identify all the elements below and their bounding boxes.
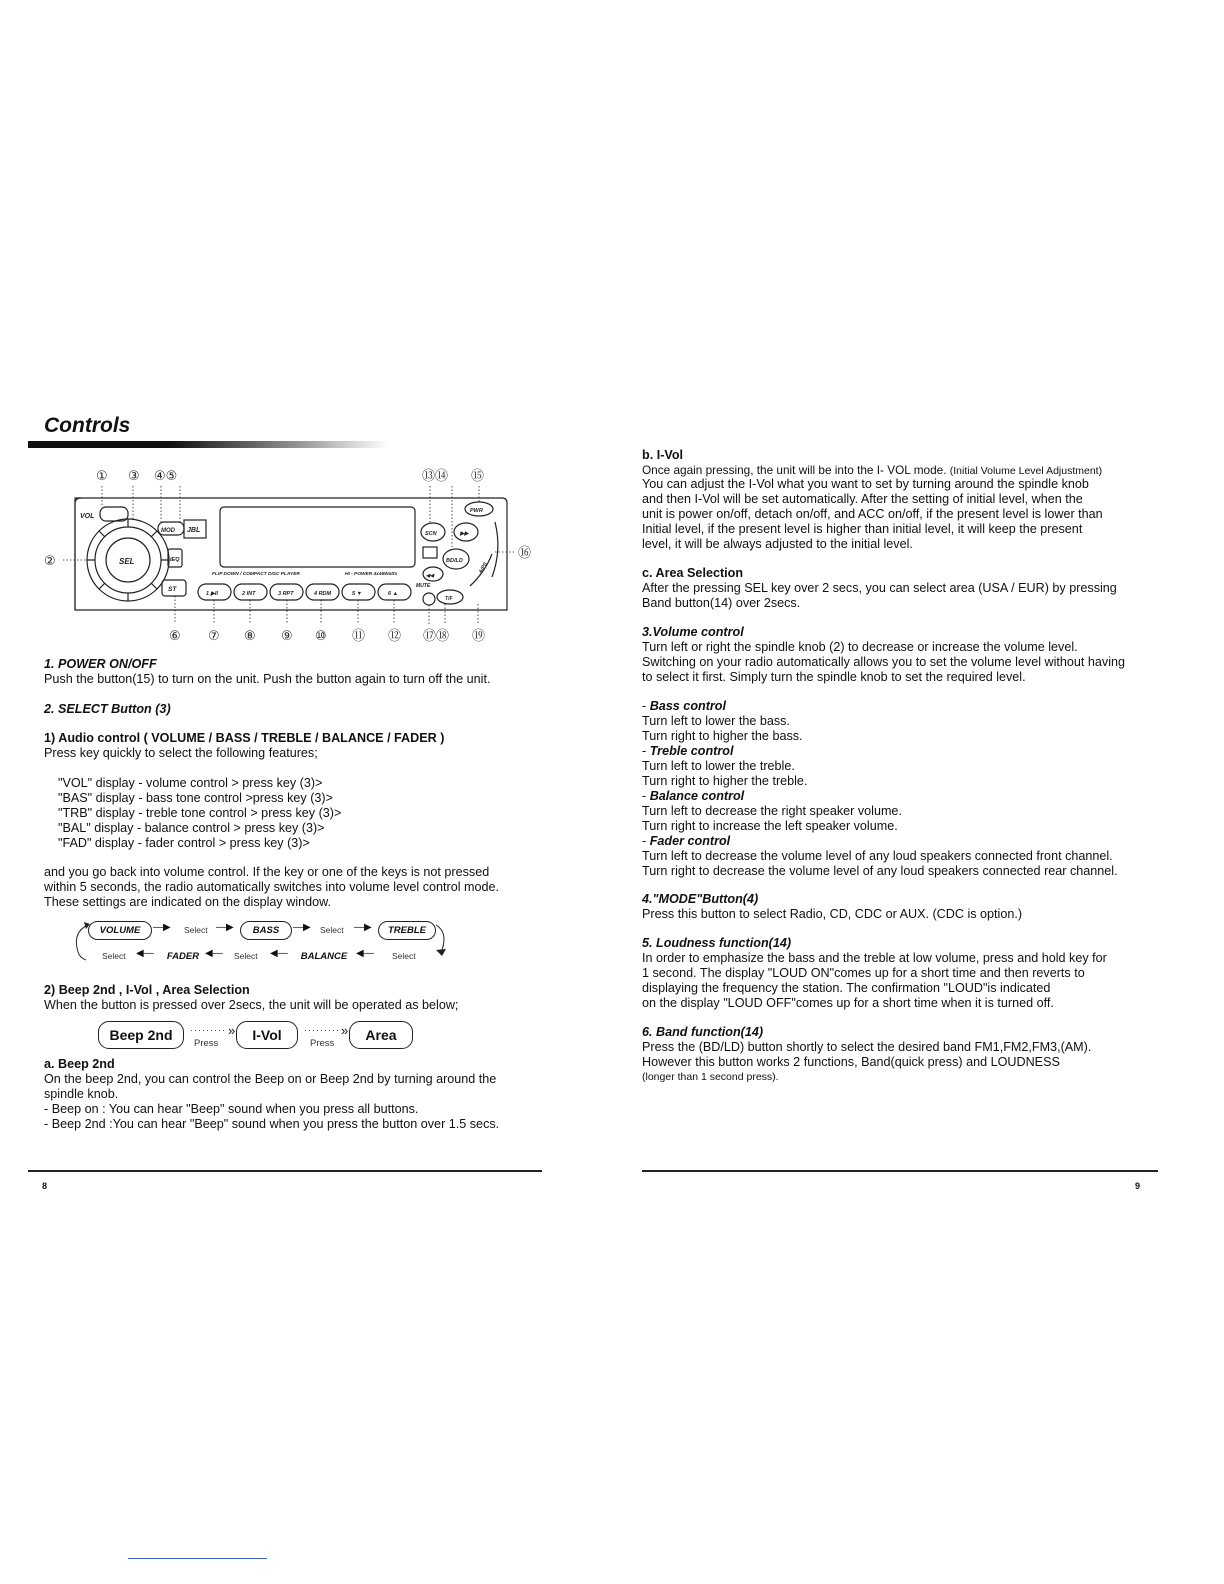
list-item: "FAD" display - fader control > press key (3)> <box>58 836 310 850</box>
diagram-label-power: HI - POWER 4x45Watts <box>345 572 398 577</box>
diagram-preset-button-label: 1 ▶II <box>206 591 218 597</box>
power-heading: 1. POWER ON/OFF <box>44 657 157 671</box>
diagram-label-vol: VOL <box>80 513 95 520</box>
page-number-left: 8 <box>42 1181 48 1191</box>
paragraph-line: 1 second. The display "LOUD ON"comes up for a short time and then reverts to <box>642 966 1085 980</box>
paragraph-line: Turn right to higher the treble. <box>642 774 808 788</box>
paragraph-line: - Beep on : You can hear "Beep" sound when you press all buttons. <box>44 1102 419 1116</box>
left-footer-rule <box>28 1170 542 1172</box>
paragraph-line: and then I-Vol will be set automatically. After the setting of initial level, when the <box>642 492 1083 506</box>
arrow-right-icon: —▶ <box>293 922 311 933</box>
fader-heading <box>642 834 1118 849</box>
paragraph-line: Turn left to lower the bass. <box>642 714 790 728</box>
audio-select-flow <box>60 916 460 972</box>
diagram-label-mute: MUTE <box>416 583 431 589</box>
diagram-callout: ⑲ <box>472 629 486 644</box>
treble-heading-text: Treble control <box>649 744 734 758</box>
paragraph-line: Initial level, if the present level is higher than initial level, it will keep the present <box>642 522 1083 536</box>
area-selection-heading: c. Area Selection <box>642 566 744 580</box>
list-item: "BAL" display - balance control > press key (3)> <box>58 821 325 835</box>
flow-press-label: Press <box>310 1038 335 1049</box>
diagram-label-ieq: IEQ <box>170 557 180 563</box>
loudness-text <box>642 951 1107 1011</box>
ivol-heading: b. I-Vol <box>642 448 684 462</box>
diagram-label-ff: ▶▶ <box>460 531 469 537</box>
fader-heading-text: Fader control <box>649 834 731 848</box>
band-heading: 6. Band function(14) <box>642 1025 764 1039</box>
paragraph-line: These settings are indicated on the display window. <box>44 895 332 909</box>
loudness-heading: 5. Loudness function(14) <box>642 936 792 950</box>
flow-dots: ········· <box>304 1025 340 1035</box>
beep-2nd-heading: a. Beep 2nd <box>44 1057 115 1071</box>
arrow-right-icon: —▶ <box>354 922 372 933</box>
car-stereo-drawing <box>40 462 540 646</box>
audio-control-after <box>44 865 499 910</box>
tone-controls <box>642 699 1118 879</box>
diagram-preset-button-label: 5 ▼ <box>352 591 363 597</box>
flow-select-label: Select <box>320 925 344 935</box>
paragraph-line: However this button works 2 functions, Band(quick press) and LOUDNESS <box>642 1055 1060 1069</box>
paragraph-line: level, it will be always adjusted to the initial level. <box>642 537 913 551</box>
diagram-label-rw: ◀◀ <box>426 573 434 579</box>
diagram-callout: ⑨ <box>281 629 293 644</box>
flow-select-label: Select <box>184 925 208 935</box>
paragraph-line: After the pressing SEL key over 2 secs, you can select area (USA / EUR) by pressing <box>642 581 1117 595</box>
paragraph-line: Switching on your radio automatically allows you to set the volume level without having <box>642 655 1126 669</box>
dash: - <box>642 744 650 758</box>
power-text: Push the button(15) to turn on the unit. Push the button again to turn off the unit. <box>44 672 491 686</box>
diagram-callout: ⑰⑱ <box>423 629 450 644</box>
paragraph-line: Turn left or right the spindle knob (2) to decrease or increase the volume level. <box>642 640 1078 654</box>
list-item: "TRB" display - treble tone control > press key (3)> <box>58 806 342 820</box>
bass-heading <box>642 699 1118 714</box>
arrow-right-icon: » <box>228 1023 236 1038</box>
diagram-preset-button-label: 4 RDM <box>314 591 332 597</box>
diagram-label-pwr: PWR <box>470 508 483 514</box>
dash: - <box>642 789 650 803</box>
ivol-line1-small: (Initial Volume Level Adjustment) <box>949 465 1103 477</box>
dash: - <box>642 834 650 848</box>
treble-heading <box>642 744 1118 759</box>
ivol-text <box>642 477 1103 552</box>
diagram-callout: ④⑤ <box>154 469 178 484</box>
page-title: Controls <box>44 414 131 437</box>
diagram-label-sel: SEL <box>119 557 135 566</box>
paragraph-line: Band button(14) over 2secs. <box>642 596 801 610</box>
volume-control-text <box>642 640 1125 685</box>
flow-volume: VOLUME <box>88 921 152 940</box>
diagram-label-tf: T/F <box>445 596 453 602</box>
arrow-left-icon: ◀— <box>270 948 288 959</box>
volume-control-heading: 3.Volume control <box>642 625 744 639</box>
flow-fader: FADER <box>166 951 200 962</box>
right-footer-rule <box>642 1170 1158 1172</box>
diagram-callout: ⑧ <box>244 629 256 644</box>
audio-feature-list <box>58 776 341 851</box>
paragraph-line-small: (longer than 1 second press). <box>642 1071 779 1083</box>
dash: - <box>642 699 650 713</box>
paragraph-line: Turn left to decrease the volume level of any loud speakers connected front channel. <box>642 849 1113 863</box>
audio-control-heading: 1) Audio control ( VOLUME / BASS / TREBLE / BALANCE / FADER ) <box>44 731 445 745</box>
flow-treble: TREBLE <box>378 921 436 940</box>
paragraph-line: On the beep 2nd, you can control the Beep on or Beep 2nd by turning around the <box>44 1072 497 1086</box>
paragraph-line: and you go back into volume control. If the key or one of the keys is not pressed <box>44 865 490 879</box>
diagram-callout: ① <box>96 469 108 484</box>
balance-heading-text: Balance control <box>649 789 745 803</box>
flow-area: Area <box>349 1021 413 1049</box>
paragraph-line: displaying the frequency the station. The confirmation "LOUD"is indicated <box>642 981 1051 995</box>
select-heading: 2. SELECT Button (3) <box>44 702 171 716</box>
diagram-callout: ⑥ <box>169 629 181 644</box>
flow-balance: BALANCE <box>300 951 348 962</box>
diagram-callout: ⑫ <box>388 629 402 644</box>
diagram-label-mod: MOD <box>161 528 175 534</box>
arrow-left-icon: ◀— <box>136 948 154 959</box>
paragraph-line: - Beep 2nd :You can hear "Beep" sound when you press the button over 1.5 secs. <box>44 1117 500 1131</box>
flow-i-vol: I-Vol <box>236 1021 298 1049</box>
arrow-right-icon: —▶ <box>153 922 171 933</box>
paragraph-line: on the display "LOUD OFF"comes up for a short time when it is turned off. <box>642 996 1054 1010</box>
balance-heading <box>642 789 1118 804</box>
diagram-callout: ⑪ <box>352 629 366 644</box>
paragraph-line: In order to emphasize the bass and the treble at low volume, press and hold key for <box>642 951 1107 965</box>
list-item: "BAS" display - bass tone control >press key (3)> <box>58 791 333 805</box>
flow-dots: ········· <box>190 1025 226 1035</box>
arrow-left-icon: ◀— <box>356 948 374 959</box>
paragraph-line: Turn left to decrease the right speaker volume. <box>642 804 902 818</box>
diagram-callout: ② <box>44 554 56 569</box>
beep-ivol-area-heading: 2) Beep 2nd , I-Vol , Area Selection <box>44 983 250 997</box>
diagram-label-st: ST <box>168 586 177 593</box>
beep-2nd-text <box>44 1072 499 1132</box>
paragraph-line: unit is power on/off, detach on/off, and ACC on/off, if the present level is lower than <box>642 507 1103 521</box>
arrow-left-icon: ◀— <box>205 948 223 959</box>
flow-select-label: Select <box>234 951 258 961</box>
bottom-blue-line <box>128 1558 267 1559</box>
mode-text: Press this button to select Radio, CD, CDC or AUX. (CDC is option.) <box>642 907 1023 921</box>
flow-beep-2nd: Beep 2nd <box>98 1021 184 1049</box>
flow-press-label: Press <box>194 1038 219 1049</box>
beep-ivol-area-text: When the button is pressed over 2secs, the unit will be operated as below; <box>44 998 459 1012</box>
diagram-callout: ⑯ <box>518 546 532 561</box>
page-number-right: 9 <box>1135 1181 1141 1191</box>
bass-heading-text: Bass control <box>649 699 726 713</box>
paragraph-line: Turn left to lower the treble. <box>642 759 795 773</box>
title-underline <box>28 441 388 448</box>
diagram-callout: ③ <box>128 469 140 484</box>
paragraph-line: Turn right to increase the left speaker volume. <box>642 819 898 833</box>
car-stereo-diagram <box>40 462 540 646</box>
diagram-preset-button-label: 3 RPT <box>278 591 294 597</box>
paragraph-line: You can adjust the I-Vol what you want to set by turning around the spindle knob <box>642 477 1089 491</box>
diagram-label-scn: SCN <box>425 531 437 537</box>
paragraph-line: Press the (BD/LD) button shortly to select the desired band FM1,FM2,FM3,(AM). <box>642 1040 1092 1054</box>
diagram-callout: ⑩ <box>315 629 327 644</box>
arrow-right-icon: —▶ <box>216 922 234 933</box>
list-item: "VOL" display - volume control > press key (3)> <box>58 776 323 790</box>
diagram-preset-button-label: 6 ▲ <box>388 591 399 597</box>
flow-bass: BASS <box>240 921 292 940</box>
paragraph-line: Turn right to decrease the volume level of any loud speakers connected rear channel. <box>642 864 1118 878</box>
band-text <box>642 1040 1091 1085</box>
arrow-right-icon: » <box>341 1023 349 1038</box>
flow-select-label: Select <box>102 951 126 961</box>
diagram-label-flip: FLIP DOWN / COMPACT DISC PLAYER <box>212 572 300 577</box>
diagram-label-bdld: BD/LD <box>446 558 463 564</box>
diagram-callout: ⑦ <box>208 629 220 644</box>
paragraph-line: Turn right to higher the bass. <box>642 729 803 743</box>
beep-ivol-area-flow <box>98 1019 418 1051</box>
audio-control-intro: Press key quickly to select the following features; <box>44 746 318 760</box>
flow-select-label: Select <box>392 951 416 961</box>
diagram-label-aps: A/PS <box>477 561 489 575</box>
area-selection-text <box>642 581 1117 611</box>
diagram-label-jbl: JBL <box>187 527 201 534</box>
diagram-preset-button-label: 2 INT <box>242 591 256 597</box>
paragraph-line: within 5 seconds, the radio automatically switches into volume level control mode. <box>44 880 499 894</box>
ivol-line1-main: Once again pressing, the unit will be into the I- VOL mode. <box>642 463 950 477</box>
diagram-callout: ⑮ <box>471 469 485 484</box>
diagram-callout: ⑬⑭ <box>422 469 449 484</box>
paragraph-line: to select it first. Simply turn the spindle knob to set the required level. <box>642 670 1026 684</box>
paragraph-line: spindle knob. <box>44 1087 119 1101</box>
mode-heading: 4."MODE"Button(4) <box>642 892 759 906</box>
